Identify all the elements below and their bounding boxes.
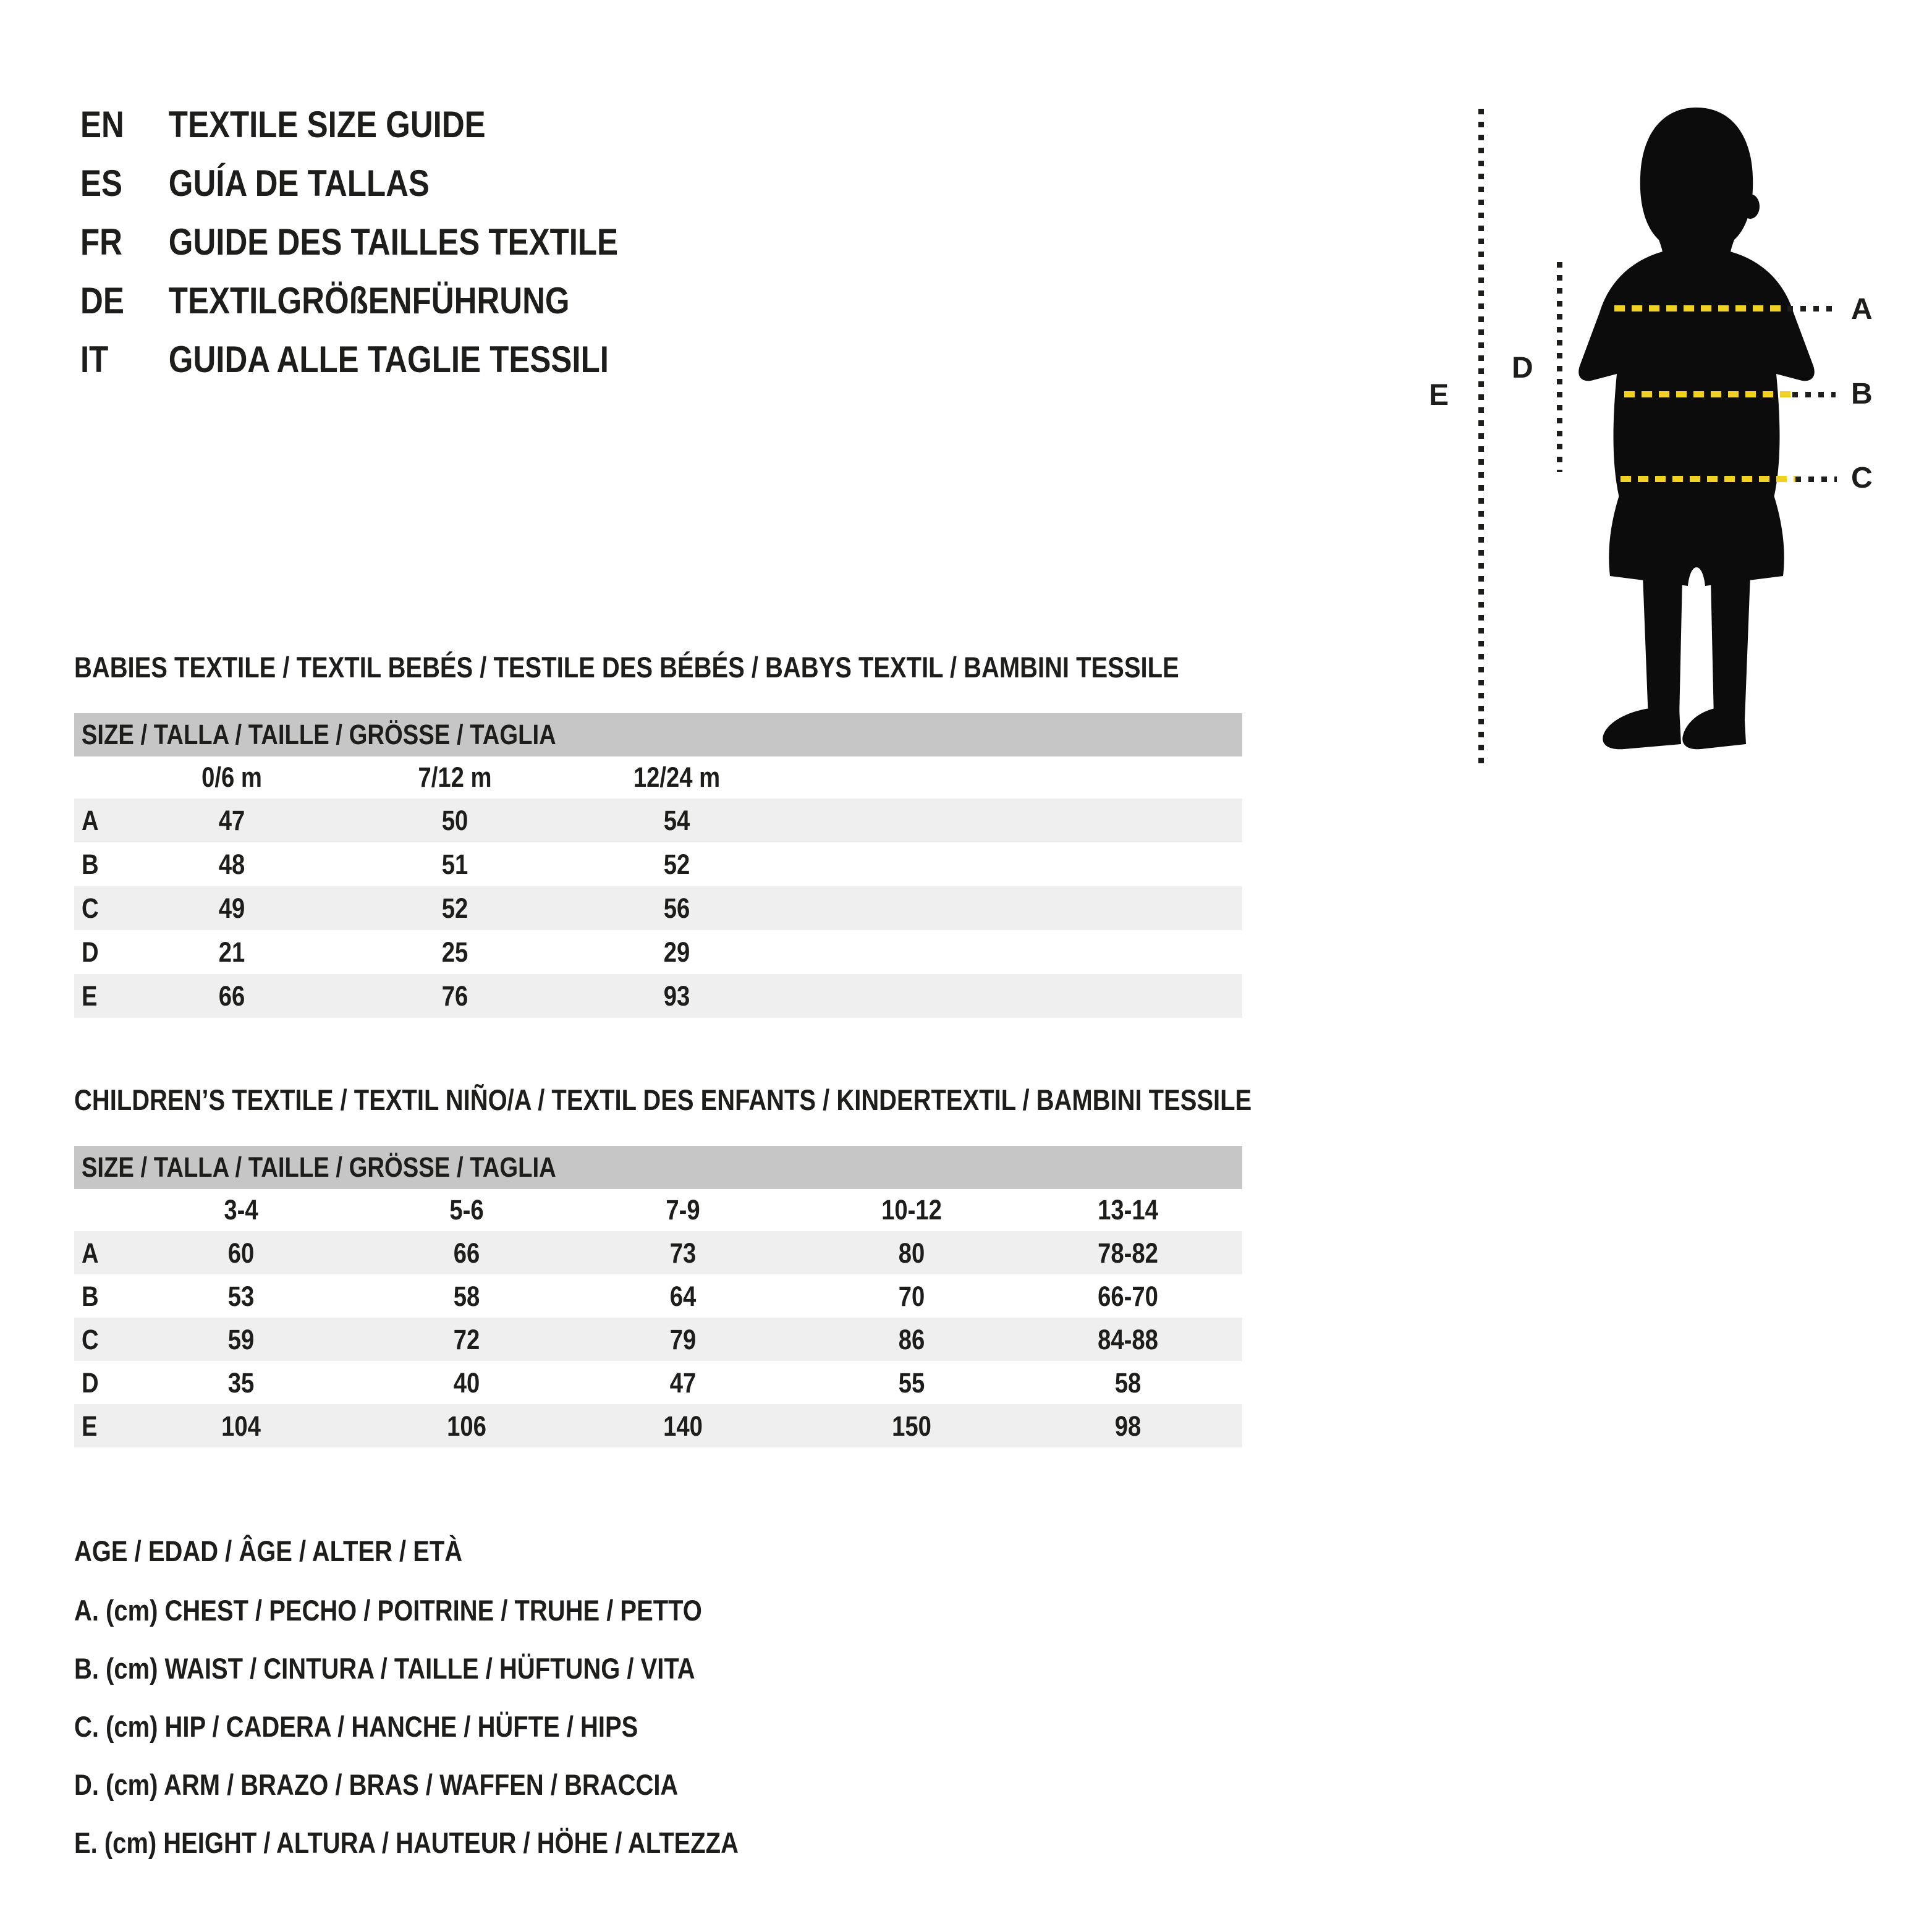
row-label: B — [82, 849, 99, 880]
table-cell: 53 — [227, 1281, 255, 1312]
row-label: A — [82, 805, 99, 836]
size-header-text: SIZE / TALLA / TAILLE / GRÖSSE / TAGLIA — [81, 1151, 556, 1183]
column-header: 0/6 m — [201, 761, 262, 793]
child-silhouette-illustration — [1520, 104, 1866, 760]
table-cell: 52 — [663, 849, 690, 880]
legend-line-arm: D. (cm) ARM / BRAZO / BRAS / WAFFEN / BRACCIA — [74, 1768, 679, 1801]
table-cell: 51 — [441, 849, 468, 880]
table-cell: 66 — [218, 980, 245, 1012]
column-header: 3-4 — [224, 1194, 258, 1226]
legend-line-age: AGE / EDAD / ÂGE / ALTER / ETÀ — [74, 1535, 463, 1567]
row-label: C — [82, 1324, 99, 1355]
column-header: 10-12 — [881, 1194, 942, 1226]
legend-line-chest: A. (cm) CHEST / PECHO / POITRINE / TRUHE / PETTO — [74, 1594, 702, 1627]
column-header: 7-9 — [666, 1194, 700, 1226]
table-cell: 25 — [441, 936, 468, 968]
children-size-table — [74, 1146, 1242, 1447]
row-label: E — [82, 1410, 98, 1442]
table-cell: 48 — [218, 849, 245, 880]
children-table-title: CHILDREN’S TEXTILE / TEXTIL NIÑO/A / TEXTIL DES ENFANTS / KINDERTEXTIL / BAMBINI TESSILE — [74, 1083, 1252, 1116]
table-row — [74, 1274, 1242, 1318]
language-code: EN — [80, 103, 124, 145]
babies-size-header-bar — [74, 713, 1242, 756]
table-row — [74, 1361, 1242, 1404]
language-title: GUIDA ALLE TAGLIE TESSILI — [168, 338, 609, 380]
column-header: 5-6 — [449, 1194, 484, 1226]
table-cell: 78-82 — [1098, 1237, 1158, 1269]
table-cell: 50 — [441, 805, 468, 836]
height-measure-line-e — [1478, 109, 1484, 765]
table-cell: 47 — [218, 805, 245, 836]
table-cell: 104 — [221, 1410, 261, 1442]
table-cell: 58 — [1114, 1367, 1142, 1399]
row-label: B — [82, 1281, 99, 1312]
language-code: ES — [80, 162, 123, 204]
children-size-header-bar — [74, 1146, 1242, 1189]
table-cell: 21 — [218, 936, 245, 968]
hip-measure-line-c-yellow — [1621, 476, 1795, 482]
waist-measure-line-b-dots — [1792, 392, 1836, 397]
row-label: A — [82, 1237, 99, 1269]
table-row — [74, 842, 1242, 886]
table-cell: 60 — [227, 1237, 255, 1269]
row-label: E — [82, 980, 98, 1012]
legend-line-waist: B. (cm) WAIST / CINTURA / TAILLE / HÜFTUNG / VITA — [74, 1652, 695, 1685]
language-row-it — [80, 339, 609, 379]
table-row — [74, 974, 1242, 1018]
babies-table-title: BABIES TEXTILE / TEXTIL BEBÉS / TESTILE DES BÉBÉS / BABYS TEXTIL / BAMBINI TESSILE — [74, 651, 1179, 684]
table-cell: 98 — [1114, 1410, 1142, 1442]
measure-label-d: D — [1512, 352, 1533, 384]
measure-label-a: A — [1851, 293, 1873, 326]
column-header: 13-14 — [1098, 1194, 1158, 1226]
table-cell: 40 — [453, 1367, 480, 1399]
babies-column-header-row — [74, 756, 1242, 799]
table-cell: 73 — [669, 1237, 697, 1269]
table-row — [74, 1318, 1242, 1361]
table-cell: 54 — [663, 805, 690, 836]
row-label: D — [82, 1367, 99, 1399]
language-code: FR — [80, 221, 122, 263]
table-cell: 84-88 — [1098, 1324, 1158, 1355]
language-title: TEXTILE SIZE GUIDE — [168, 103, 486, 145]
column-header: 12/24 m — [633, 761, 721, 793]
table-row — [74, 1231, 1242, 1274]
measure-label-e: E — [1429, 379, 1449, 412]
table-cell: 59 — [227, 1324, 255, 1355]
language-title: GUÍA DE TALLAS — [168, 162, 430, 204]
table-cell: 66-70 — [1098, 1281, 1158, 1312]
language-code: IT — [80, 338, 109, 380]
measure-label-b: B — [1851, 378, 1873, 410]
language-row-fr — [80, 221, 618, 262]
table-cell: 70 — [898, 1281, 925, 1312]
table-cell: 106 — [447, 1410, 486, 1442]
table-cell: 140 — [663, 1410, 703, 1442]
hip-measure-line-c-dots — [1795, 477, 1837, 482]
waist-measure-line-b-yellow — [1624, 391, 1792, 397]
chest-measure-line-a-dots — [1787, 306, 1834, 311]
table-cell: 52 — [441, 892, 468, 924]
table-cell: 58 — [453, 1281, 480, 1312]
language-row-es — [80, 163, 430, 203]
arm-measure-line-d — [1557, 262, 1562, 472]
children-column-header-row — [74, 1189, 1242, 1231]
language-code: DE — [80, 279, 124, 321]
column-header: 7/12 m — [418, 761, 492, 793]
table-cell: 56 — [663, 892, 690, 924]
language-row-en — [80, 104, 486, 145]
chest-measure-line-a-yellow — [1614, 305, 1787, 311]
legend-line-height: E. (cm) HEIGHT / ALTURA / HAUTEUR / HÖHE / ALTEZZA — [74, 1826, 739, 1859]
table-cell: 29 — [663, 936, 690, 968]
table-cell: 49 — [218, 892, 245, 924]
table-cell: 66 — [453, 1237, 480, 1269]
legend-line-hip: C. (cm) HIP / CADERA / HANCHE / HÜFTE / HIPS — [74, 1710, 638, 1743]
babies-size-table — [74, 713, 1242, 1018]
row-label: C — [82, 892, 99, 924]
table-cell: 76 — [441, 980, 468, 1012]
language-title: GUIDE DES TAILLES TEXTILE — [168, 221, 619, 263]
table-cell: 55 — [898, 1367, 925, 1399]
size-header-text: SIZE / TALLA / TAILLE / GRÖSSE / TAGLIA — [81, 719, 556, 750]
table-row — [74, 930, 1242, 974]
row-label: D — [82, 936, 99, 968]
table-cell: 150 — [892, 1410, 931, 1442]
table-cell: 72 — [453, 1324, 480, 1355]
table-cell: 86 — [898, 1324, 925, 1355]
table-cell: 80 — [898, 1237, 925, 1269]
table-cell: 47 — [669, 1367, 697, 1399]
table-cell: 64 — [669, 1281, 697, 1312]
table-row — [74, 799, 1242, 842]
table-row — [74, 1404, 1242, 1447]
language-title: TEXTILGRÖßENFÜHRUNG — [168, 279, 570, 321]
measure-label-c: C — [1851, 462, 1873, 494]
language-row-de — [80, 280, 570, 321]
table-row — [74, 886, 1242, 930]
table-cell: 79 — [669, 1324, 697, 1355]
table-cell: 35 — [227, 1367, 255, 1399]
table-cell: 93 — [663, 980, 690, 1012]
